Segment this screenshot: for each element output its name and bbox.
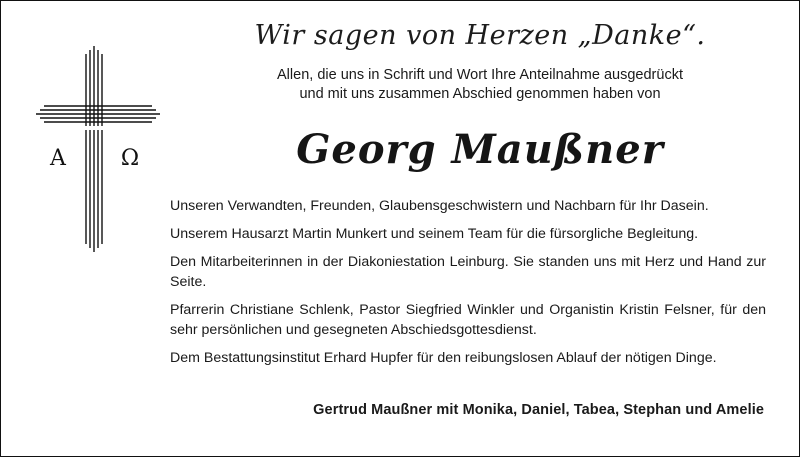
omega-glyph: Ω (120, 146, 140, 171)
intro-line: und mit uns zusammen Abschied genommen haben von (299, 86, 661, 102)
acknowledgement-paragraph: Dem Bestattungsinstitut Erhard Hupfer für den reibungslosen Ablauf der nötigen Dinge. (170, 350, 717, 366)
intro-line: Allen, die uns in Schrift und Wort Ihre Anteilnahme ausgedrückt (277, 67, 683, 83)
cross-alpha-omega-icon (36, 46, 160, 256)
thank-you-headline: Wir sagen von Herzen „Danke“. (254, 20, 706, 51)
acknowledgement-paragraph: Unseren Verwandten, Freunden, Glaubensgeschwistern und Nachbarn für Ihr Dasein. (170, 198, 709, 214)
family-signature: Gertrud Maußner mit Monika, Daniel, Tabea, Stephan und Amelie (313, 402, 764, 418)
deceased-name: Georg Maußner (296, 126, 664, 173)
acknowledgement-paragraph: Unserem Hausarzt Martin Munkert und seinem Team für die fürsorgliche Begleitung. (170, 226, 699, 242)
intro-text (190, 66, 770, 104)
acknowledgement-paragraph: Den Mitarbeiterinnen in der Diakoniestation Leinburg. Sie standen uns mit Herz und Hand zur Seite. (170, 254, 766, 290)
acknowledgements (170, 196, 766, 376)
acknowledgement-paragraph: Pfarrerin Christiane Schlenk, Pastor Siegfried Winkler und Organistin Kristin Felsner, für den sehr persönlichen und gesegneten Abschiedsgottesdienst. (170, 302, 766, 338)
alpha-glyph: Α (50, 146, 66, 171)
